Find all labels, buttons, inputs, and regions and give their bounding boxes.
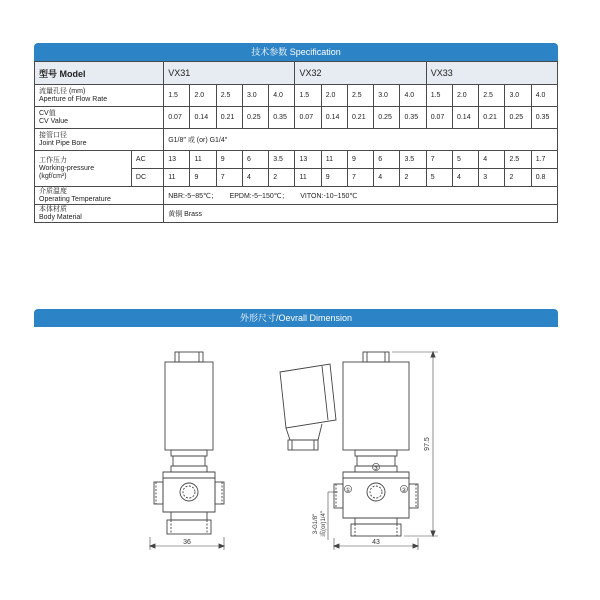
cv-value: 0.21 (479, 107, 505, 129)
pressure-ac-value: 9 (347, 151, 373, 169)
pressure-ac-value: 7 (426, 151, 452, 169)
pressure-label-unit: (kgf/cm²) (39, 172, 67, 180)
material-label-en: Body Material (39, 213, 82, 221)
flow-rate-value: 2.0 (321, 85, 347, 107)
front-port-left (154, 482, 163, 504)
model-name: VX31 (164, 62, 295, 85)
pressure-dc-value: 9 (321, 169, 347, 187)
pressure-ac-value: 11 (190, 151, 216, 169)
side-port-right (409, 484, 418, 508)
cv-value: 0.35 (400, 107, 426, 129)
flow-rate-value: 2.5 (347, 85, 373, 107)
flow-rate-value: 3.0 (242, 85, 268, 107)
flow-rate-value: 3.0 (374, 85, 400, 107)
pressure-ac-value: 9 (216, 151, 242, 169)
front-view (150, 352, 224, 550)
front-port-right (215, 482, 224, 504)
pressure-dc-value: 7 (347, 169, 373, 187)
port-2-label: ② (401, 488, 407, 494)
pressure-dc-value: 11 (164, 169, 190, 187)
side-coil (343, 362, 409, 450)
model-name: VX32 (295, 62, 426, 85)
cv-value: 0.14 (321, 107, 347, 129)
pressure-ac-value: 11 (321, 151, 347, 169)
temperature-label-en: Operating Temperature (39, 195, 111, 203)
pressure-dc-value: 2 (400, 169, 426, 187)
height-dim-label: 97.5 (424, 437, 431, 451)
front-bottom-port (167, 520, 211, 534)
pressure-dc-value: 5 (426, 169, 452, 187)
pressure-dc-value: 4 (242, 169, 268, 187)
spec-banner-title: 技术参数 Specification (251, 47, 341, 57)
flow-rate-value: 1.5 (295, 85, 321, 107)
front-width-dim-label: 36 (183, 539, 191, 546)
pressure-ac-value: 6 (242, 151, 268, 169)
front-neck (171, 450, 207, 456)
pressure-ac-value: 1.7 (531, 151, 557, 169)
model-name: VX33 (426, 62, 557, 85)
pressure-ac-value: 2.5 (505, 151, 531, 169)
pressure-dc-value: 3 (479, 169, 505, 187)
port-3-label: ③ (373, 466, 379, 472)
flow-rate-label-en: Aperture of Flow Rate (39, 95, 108, 103)
flow-rate-value: 4.0 (400, 85, 426, 107)
joint-value: G1/8″ 或 (or) G1/4″ (164, 129, 558, 151)
side-body (343, 472, 409, 518)
flow-rate-value: 2.5 (479, 85, 505, 107)
cv-value: 0.14 (452, 107, 478, 129)
cv-value: 0.07 (164, 107, 190, 129)
pressure-ac-value: 13 (164, 151, 190, 169)
front-coil (165, 362, 213, 450)
cv-value: 0.07 (295, 107, 321, 129)
port-spec-label-1: 3-G1/8″ (313, 513, 319, 535)
pressure-dc-value: 2 (505, 169, 531, 187)
flow-rate-value: 2.0 (452, 85, 478, 107)
pressure-dc-value: 4 (374, 169, 400, 187)
pressure-label-en: Working-pressure (39, 164, 95, 172)
pressure-label-cn: 工作压力 (39, 156, 67, 164)
material-value: 黄铜 Brass (164, 205, 558, 223)
pressure-dc-value: 2 (269, 169, 295, 187)
pressure-dc-value: 0.8 (531, 169, 557, 187)
pressure-dc-value: 4 (452, 169, 478, 187)
cv-value: 0.21 (216, 107, 242, 129)
material-label-cn: 本体材质 (39, 205, 67, 213)
flow-rate-value: 2.0 (190, 85, 216, 107)
flow-rate-value: 1.5 (164, 85, 190, 107)
side-view (280, 352, 438, 550)
port-spec-label-2: 或(or)1/4″ (321, 511, 327, 537)
flow-rate-label-cn: 流量孔径 (mm) (39, 87, 86, 95)
ac-label: AC (131, 151, 163, 169)
cable-gland (288, 440, 318, 450)
flow-rate-value: 3.0 (505, 85, 531, 107)
cv-value: 0.25 (374, 107, 400, 129)
temperature-label-cn: 介质温度 (39, 187, 67, 195)
cv-value: 0.21 (347, 107, 373, 129)
flow-rate-value: 1.5 (426, 85, 452, 107)
cv-value: 0.07 (426, 107, 452, 129)
side-bottom-port (351, 524, 401, 536)
cv-label-en: CV Value (39, 117, 69, 125)
cv-label-cn: CV值 (39, 109, 56, 117)
joint-label-en: Joint Pipe Bore (39, 139, 87, 147)
temperature-value: NBR:-5~85℃； EPDM:-5~150℃； VITON:-10~150℃ (164, 187, 558, 205)
pressure-ac-value: 5 (452, 151, 478, 169)
pressure-ac-value: 4 (479, 151, 505, 169)
dc-label: DC (131, 169, 163, 187)
side-port-left (334, 484, 343, 508)
cv-value: 0.25 (242, 107, 268, 129)
port-1-label: ① (345, 488, 351, 494)
flow-rate-value: 2.5 (216, 85, 242, 107)
joint-label-cn: 接管口径 (39, 131, 67, 139)
cv-value: 0.35 (269, 107, 295, 129)
pressure-ac-value: 3.5 (269, 151, 295, 169)
pressure-dc-value: 11 (295, 169, 321, 187)
cv-value: 0.25 (505, 107, 531, 129)
dimension-banner-title: 外形尺寸/Oevrall Dimension (239, 313, 353, 323)
flow-rate-value: 4.0 (531, 85, 557, 107)
pressure-dc-value: 9 (190, 169, 216, 187)
cv-value: 0.35 (531, 107, 557, 129)
pressure-ac-value: 6 (374, 151, 400, 169)
side-width-dim-label: 43 (372, 539, 380, 546)
pressure-ac-value: 3.5 (400, 151, 426, 169)
pressure-ac-value: 13 (295, 151, 321, 169)
cv-value: 0.14 (190, 107, 216, 129)
pressure-dc-value: 7 (216, 169, 242, 187)
flow-rate-value: 4.0 (269, 85, 295, 107)
model-label: 型号 Model (35, 62, 164, 85)
